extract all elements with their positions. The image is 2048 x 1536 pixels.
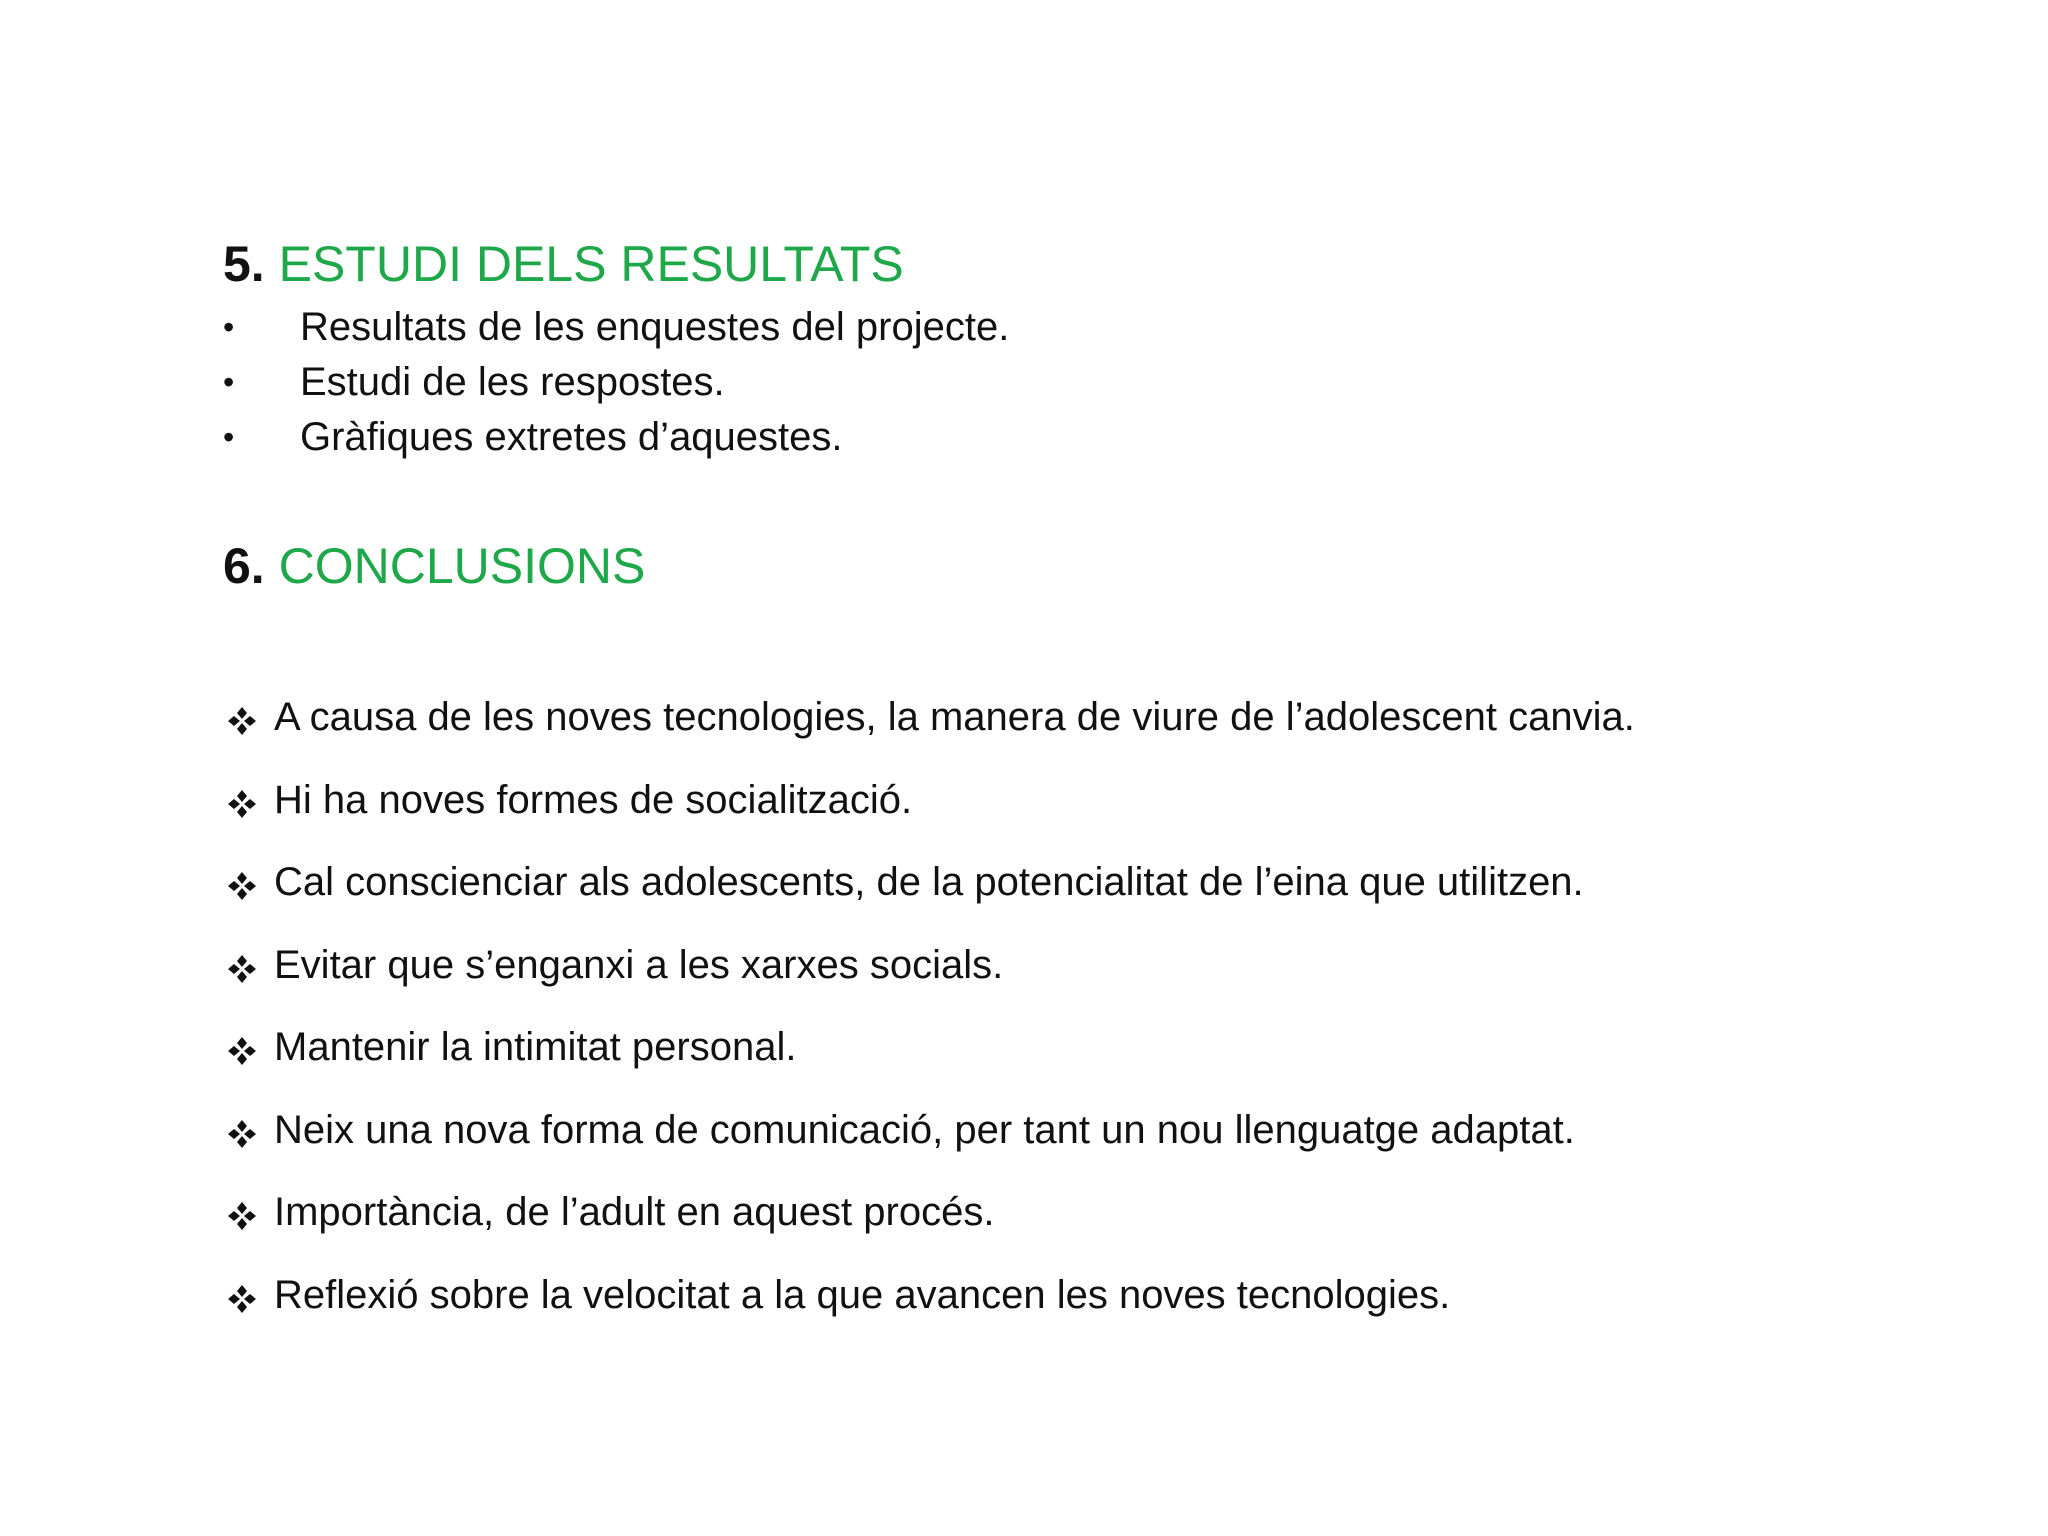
list-item-text: Resultats de les enquestes del projecte. [300, 305, 1010, 349]
list-item-text: Reflexió sobre la velocitat a la que avancen les noves tecnologies. [274, 1272, 1451, 1317]
diamond-bullet-icon [227, 1201, 257, 1231]
diamond-bullet-icon [227, 1119, 257, 1149]
list-item-text: Hi ha noves formes de socialització. [274, 777, 913, 822]
list-item-text: Neix una nova forma de comunicació, per tant un nou llenguatge adaptat. [274, 1107, 1575, 1152]
list-item-text: Gràfiques extretes d’aquestes. [300, 415, 843, 459]
section-heading-results [223, 234, 904, 294]
diamond-bullet-icon [227, 789, 257, 819]
section-heading-conclusions [223, 536, 645, 596]
list-item-text: Importància, de l’adult en aquest procés. [274, 1190, 995, 1234]
list-item-text: A causa de les noves tecnologies, la manera de viure de l’adolescent canvia. [274, 695, 1635, 739]
diamond-bullet-icon [227, 1284, 257, 1314]
bullet-dot-icon: • [223, 419, 235, 455]
diamond-bullet-icon [227, 1036, 257, 1066]
bullet-dot-icon: • [223, 309, 235, 345]
list-item-text: Evitar que s’enganxi a les xarxes socials. [274, 942, 1004, 987]
list-item-text: Mantenir la intimitat personal. [274, 1025, 797, 1069]
bullet-dot-icon: • [223, 364, 235, 400]
diamond-bullet-icon [227, 954, 257, 984]
diamond-bullet-icon [227, 871, 257, 901]
list-item-text: Estudi de les respostes. [300, 360, 725, 404]
section-title: CONCLUSIONS [278, 538, 646, 594]
section-number: 6. [223, 538, 265, 594]
section-title: ESTUDI DELS RESULTATS [278, 236, 904, 292]
diamond-bullet-icon [227, 706, 257, 736]
section-number: 5. [223, 236, 265, 292]
list-item-text: Cal conscienciar als adolescents, de la potencialitat de l’eina que utilitzen. [274, 860, 1584, 904]
